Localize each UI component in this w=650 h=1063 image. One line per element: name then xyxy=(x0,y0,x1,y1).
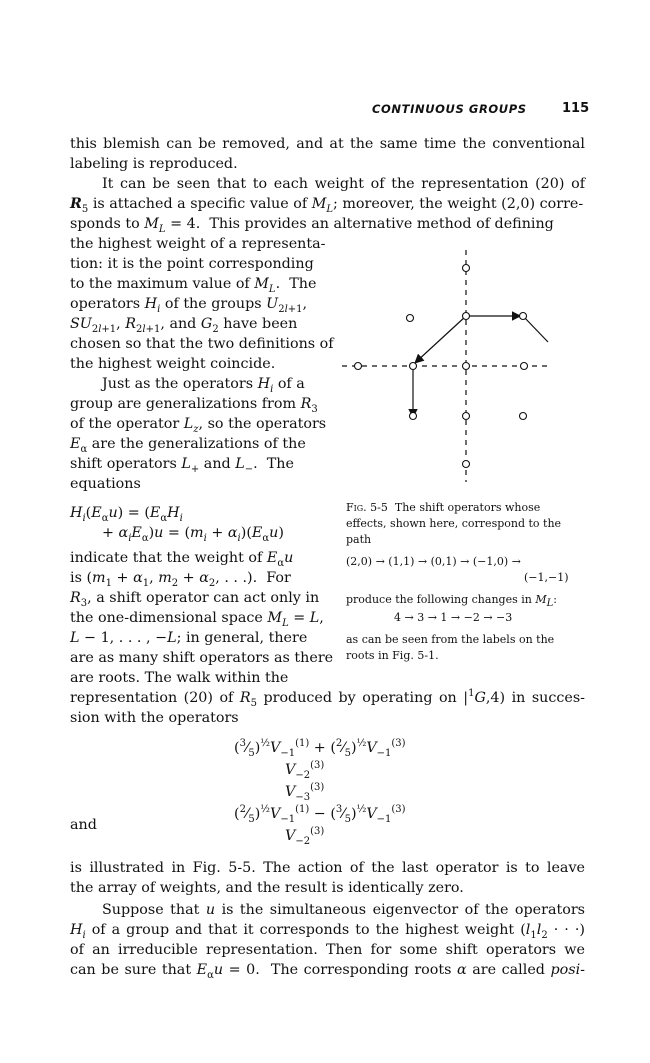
text-span: This provides an alternative method of defining xyxy=(209,216,554,232)
text-span: ; moreover, the weight (2,0) corre- xyxy=(332,196,584,212)
operator-symbol: V xyxy=(285,762,296,778)
weight-point xyxy=(355,363,362,370)
root-diagram xyxy=(338,250,558,490)
text-span: and xyxy=(169,316,197,332)
text-line: group are generalizations from $R_3$ xyxy=(70,396,318,415)
weight-point xyxy=(521,363,528,370)
text-span: The xyxy=(289,276,317,292)
text-span: ; in general, there xyxy=(176,630,308,646)
weight-point xyxy=(463,313,470,320)
text-span: of the operator xyxy=(70,416,180,432)
figure-label: Fig. 5-5 xyxy=(346,501,388,514)
text-line: $H_i$ of a group and that it corresponds to the highest weight ($l_1l_2$ · · ·) xyxy=(70,922,585,941)
text-span: The shift operators whose xyxy=(394,501,541,514)
text-span: the one-dimensional space xyxy=(70,610,263,626)
operator-symbol: V xyxy=(270,740,281,756)
text-span: shift operators xyxy=(70,456,177,472)
equation-line: $H_i(E_\alpha u) = (E_\alpha H_i$ xyxy=(70,505,183,524)
text-span: is attached a specific value of xyxy=(92,196,308,212)
text-line: representation (20) of $R_5$ produced by operating on $|^1G,4$) in succes- xyxy=(70,688,586,709)
text-span: , so the operators xyxy=(198,416,327,432)
text-span: group are generalizations from xyxy=(70,396,297,412)
text-span: are called xyxy=(472,962,545,978)
text-line: shift operators $L_+$ and $L_-$. The xyxy=(70,456,294,475)
text-line: of an irreducible representation. Then for some shift operators we xyxy=(70,942,585,958)
figure-caption-line: as can be seen from the labels on the xyxy=(346,633,555,646)
weight-point xyxy=(463,413,470,420)
text-span: produce the following changes in xyxy=(346,593,532,606)
text-span: For xyxy=(266,570,291,586)
text-line: Just as the operators $H_i$ of a xyxy=(102,376,305,395)
math-symbol: R xyxy=(70,196,82,212)
shift-arrow xyxy=(523,316,548,342)
text-line: $SU_{2l+1}$, $R_{2l+1}$, and $G_2$ have been xyxy=(70,316,298,335)
text-span: have been xyxy=(223,316,298,332)
figure-caption-line: produce the following changes in $M_L$: xyxy=(346,593,557,610)
text-span: is ( xyxy=(70,570,93,586)
text-span: produced by operating on xyxy=(263,690,457,706)
page-number: 115 xyxy=(562,101,590,116)
text-span: to the maximum value of xyxy=(70,276,250,292)
text-span: representation (20) of xyxy=(70,690,234,706)
text-line: is illustrated in Fig. 5-5. The action of the last operator is to leave xyxy=(70,860,585,876)
equation-line: + $\alpha_iE_\alpha)u = (m_i + \alpha_i)(E_\alpha u)$ xyxy=(102,525,284,544)
text-span: The xyxy=(266,456,294,472)
text-span: sponds to xyxy=(70,216,140,232)
text-span: of a group and that it corresponds to the highest weight ( xyxy=(91,922,526,938)
text-line: of the operator $L_z$, so the operators xyxy=(70,416,327,435)
operator-sign: + xyxy=(313,740,326,756)
text-line: $R_3$, a shift operator can act only in xyxy=(70,590,320,609)
operator-line: $V_{-2}^{(3)}$ xyxy=(285,760,325,781)
running-head-title: CONTINUOUS GROUPS xyxy=(372,102,527,116)
text-line: It can be seen that to each weight of the representation (20) of xyxy=(102,176,585,192)
text-line: indicate that the weight of $E_\alpha u$ xyxy=(70,550,294,569)
figure-caption-line: 4 → 3 → 1 → −2 → −3 xyxy=(394,611,513,624)
weight-point xyxy=(463,461,470,468)
weight-point xyxy=(520,313,527,320)
text-line: chosen so that the two definitions of xyxy=(70,336,334,352)
figure-caption-line xyxy=(346,500,586,516)
shift-arrow xyxy=(416,316,466,362)
text-span: are the generalizations of the xyxy=(91,436,306,452)
text-span: can be sure that xyxy=(70,962,192,978)
operator-symbol: V xyxy=(285,784,296,800)
text-line: labeling is reproduced. xyxy=(70,156,238,172)
text-line: L − 1, . . . , −L; in general, there xyxy=(70,630,308,646)
text-span: Suppose that xyxy=(102,902,200,918)
text-span: is the simultaneous eigenvector of the operators xyxy=(221,902,586,918)
text-line: the highest weight of a representa- xyxy=(70,236,326,252)
weight-point xyxy=(463,265,470,272)
text-line: $E_\alpha$ are the generalizations of the xyxy=(70,436,306,455)
text-line: are roots. The walk within the xyxy=(70,670,289,686)
text-line: this blemish can be removed, and at the same time the conventional xyxy=(70,136,585,152)
and-word: and xyxy=(70,817,97,833)
text-line: is ($m_1 + \alpha_1$, $m_2 + \alpha_2$, . . .). For xyxy=(70,570,291,589)
operator-line: $V_{-3}^{(3)}$ xyxy=(285,782,325,803)
operator-symbol: V xyxy=(270,806,281,822)
math-symbol: $M_L$ xyxy=(311,196,333,215)
text-span: of a xyxy=(277,376,305,392)
text-line: operators $H_i$ of the groups $U_{2l+1}$, xyxy=(70,296,308,315)
text-line: Suppose that u is the simultaneous eigenvector of the operators xyxy=(102,902,586,918)
operator-line: $(^3⁄_5)^{\frac{1}{2}}V_{-1}^{(1)}$ + $(^2⁄_5)^{\frac{1}{2}}V_{-1}^{(3)}$ xyxy=(234,738,406,759)
figure-caption-line: effects, shown here, correspond to the xyxy=(346,517,562,530)
text-line: $R_5$ is attached a specific value of $M_L$; moreover, the weight (2,0) corre- xyxy=(70,196,584,215)
operator-symbol: V xyxy=(285,828,296,844)
text-line: the one-dimensional space $M_L = L$, xyxy=(70,610,324,629)
weight-point xyxy=(410,413,417,420)
text-span: indicate that the weight of xyxy=(70,550,263,566)
text-line: are as many shift operators as there xyxy=(70,650,334,666)
weight-point xyxy=(520,413,527,420)
text-span: Just as the operators xyxy=(102,376,254,392)
math-symbol: $M_L$ xyxy=(144,216,166,235)
weight-point xyxy=(407,315,414,322)
text-line: sion with the operators xyxy=(70,710,239,726)
operator-sign: − xyxy=(313,806,326,822)
text-line: to the maximum value of $M_L$. The xyxy=(70,276,317,295)
text-span: and xyxy=(203,456,231,472)
text-span: posi- xyxy=(550,962,585,978)
text-line: the highest weight coincide. xyxy=(70,356,276,372)
text-line: the array of weights, and the result is identically zero. xyxy=(70,880,464,896)
text-line: can be sure that $E_\alpha u = 0$. The corresponding roots α are called posi- xyxy=(70,962,585,981)
operator-line: $V_{-2}^{(3)}$ xyxy=(285,826,325,847)
text-span: in succes- xyxy=(511,690,586,706)
text-line: sponds to $M_L = 4$. This provides an alternative method of defining xyxy=(70,216,554,235)
text-span: operators xyxy=(70,296,141,312)
weight-point xyxy=(463,363,470,370)
figure-caption-line: roots in Fig. 5-1. xyxy=(346,649,439,662)
figure-caption-line: (−1,−1) xyxy=(524,571,569,584)
operator-symbol: V xyxy=(366,740,377,756)
text-line: equations xyxy=(70,476,141,492)
figure-caption-line: path xyxy=(346,533,372,546)
figure-caption-line: (2,0) → (1,1) → (0,1) → (−1,0) → xyxy=(346,555,521,568)
text-line: tion: it is the point corresponding xyxy=(70,256,314,272)
text-span: , a shift operator can act only in xyxy=(87,590,320,606)
operator-line: $(^2⁄_5)^{\frac{1}{2}}V_{-1}^{(1)}$ − $(^3⁄_5)^{\frac{1}{2}}V_{-1}^{(3)}$ xyxy=(234,804,406,825)
weight-point xyxy=(410,363,417,370)
text-span: The corresponding roots xyxy=(270,962,452,978)
